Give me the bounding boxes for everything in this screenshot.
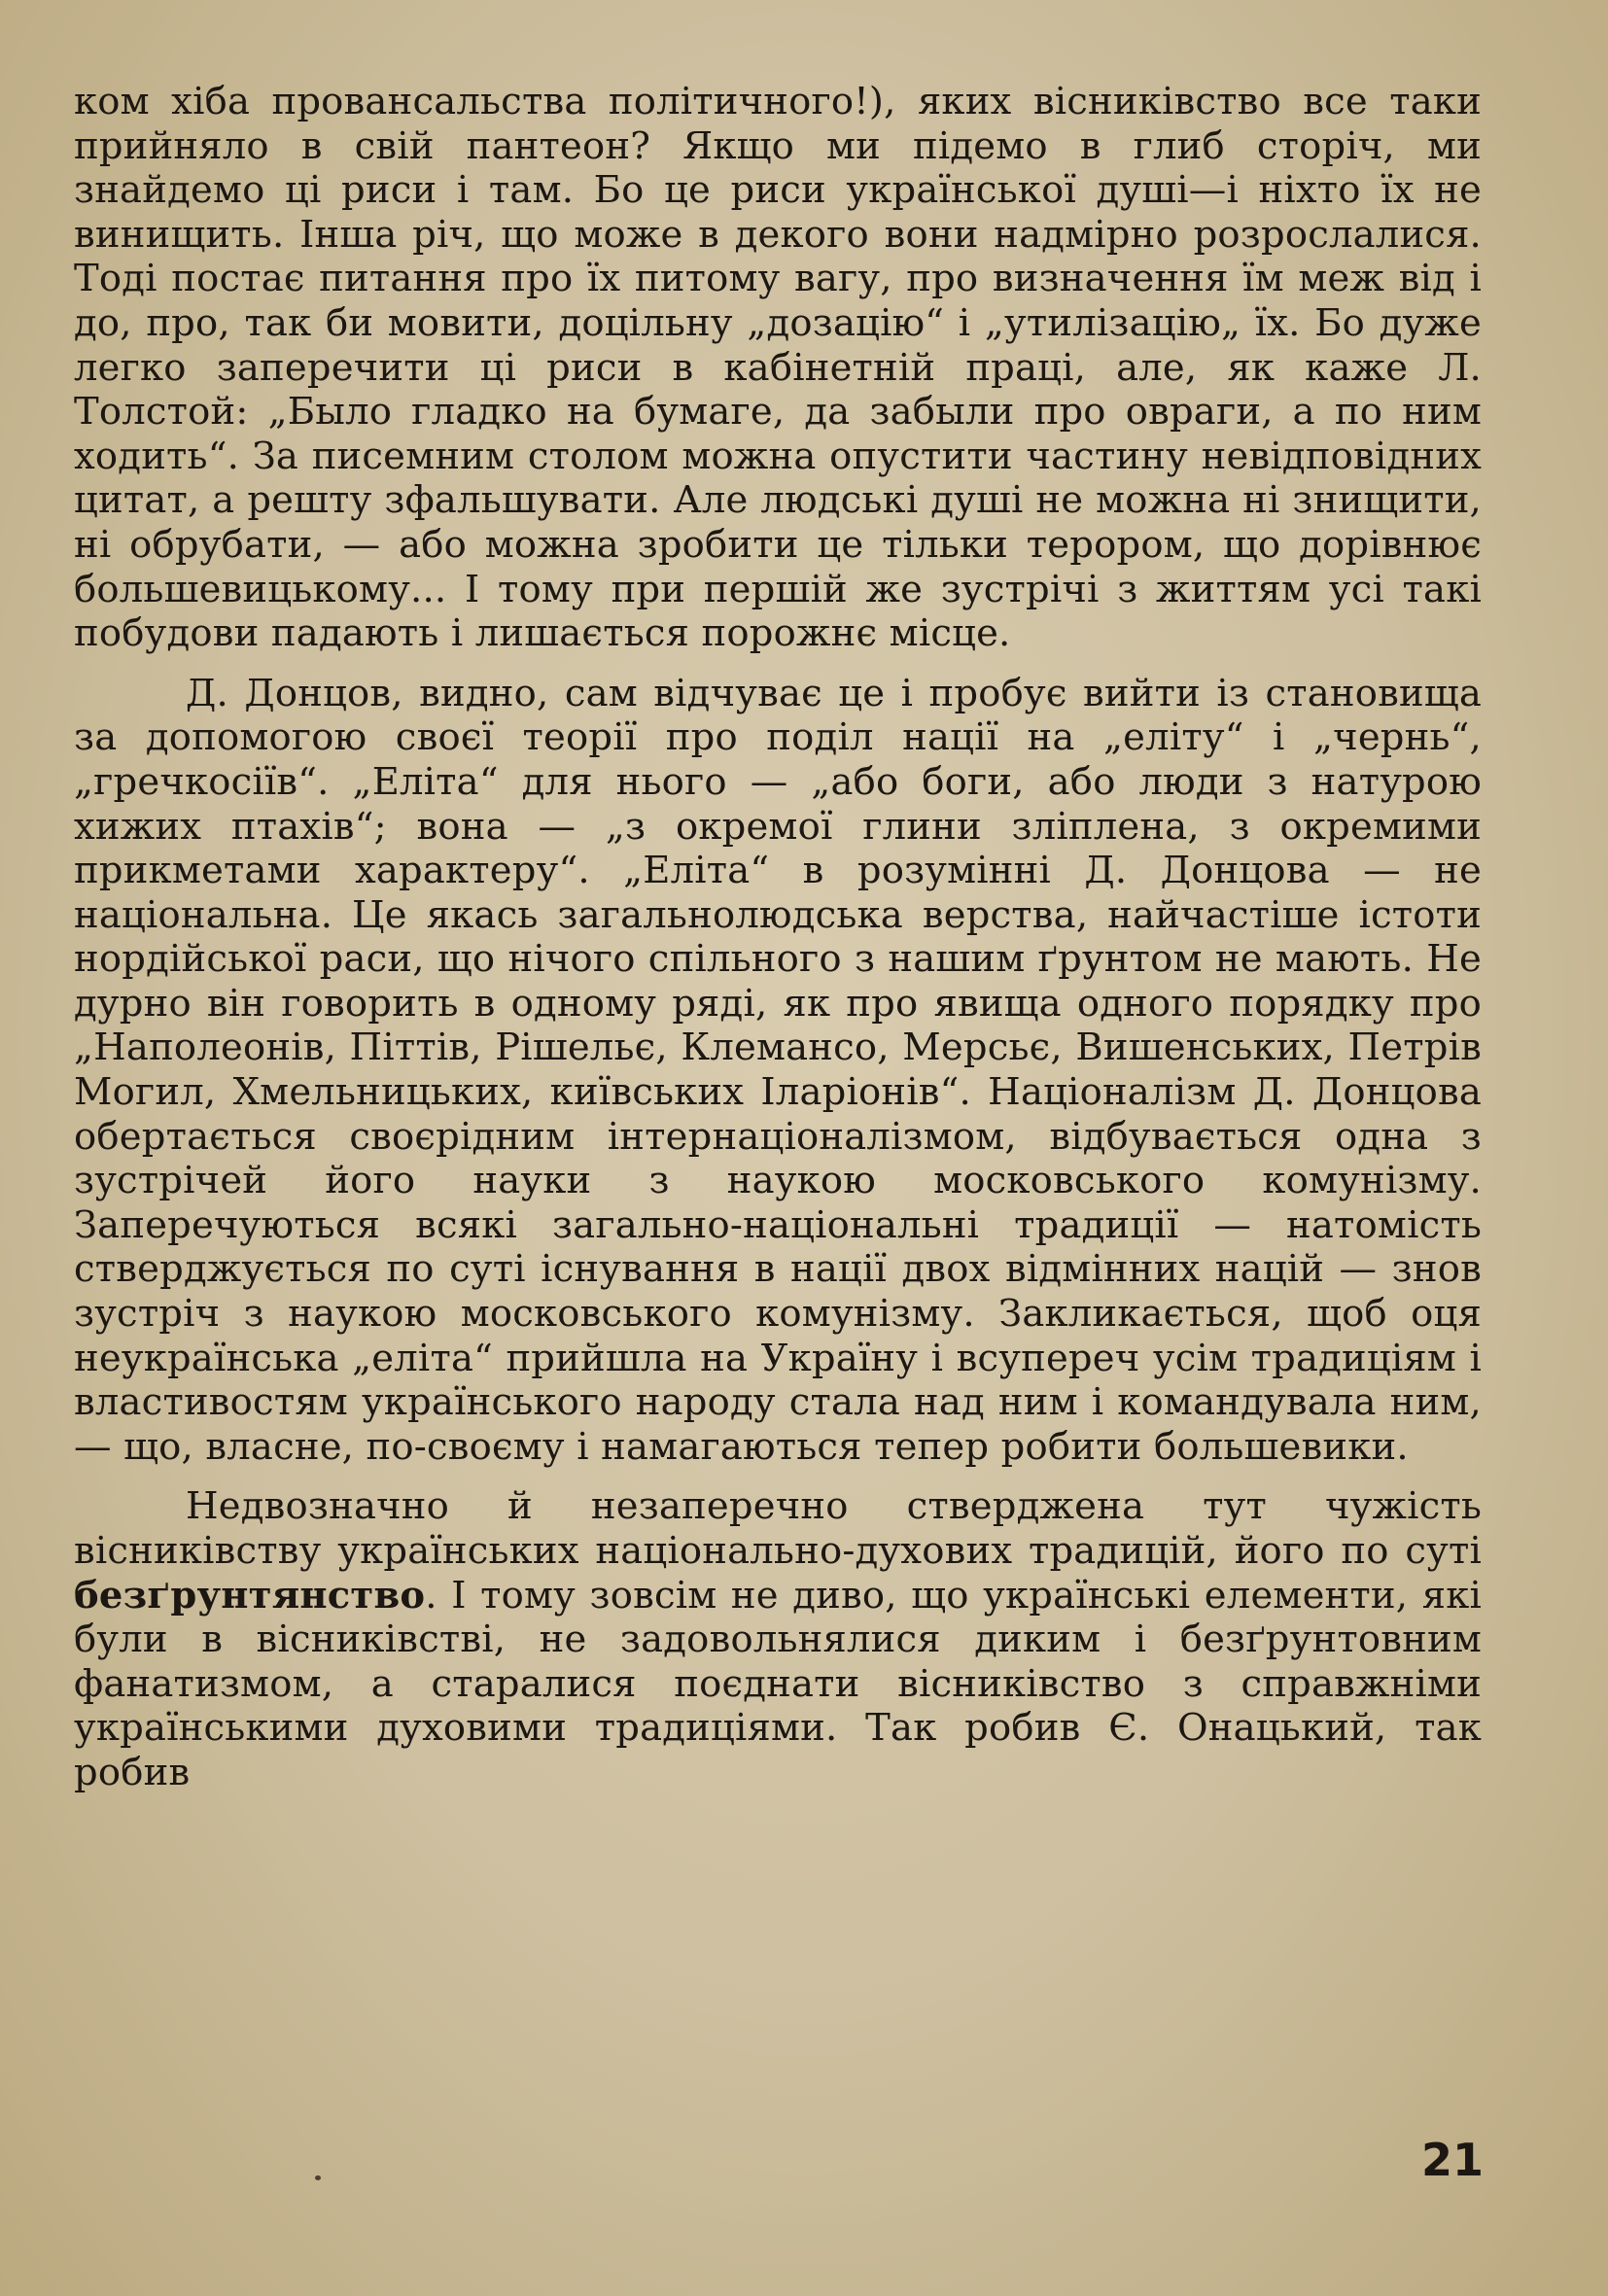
paragraph-3-end: . І тому зовсім не диво, що українські елементи, які були в вісниківстві, не задовольнялися диким і безґрунтовним фанатизмом, а старалися поєднати вісниківство з справжніми українськими духовими традиціями. Так робив Є. Онацький, так робив xyxy=(74,1573,1482,1794)
paragraph-3-start: Недвозначно й незаперечно стверджена тут чужість вісниківству українських національно-духових традицій, його по суті xyxy=(74,1484,1482,1573)
paragraph-1: ком хіба провансальства політичного!), яких вісниківство все таки прийняло в свій пантеон? Якщо ми підемо в глиб сторіч, ми знайдемо ці риси і там. Бо це риси української душі—і ніхто їх не винищить. Інша річ, що може в декого вони надмірно розрослалися. Тоді постає питання про їх питому вагу, про визначення їм меж від і до, про, так би мовити, доцільну „дозацію“ і „утилізацію„ їх. Бо дуже легко заперечити ці риси в кабінетній праці, але, як каже Л. Толстой: „Было гладко на бумаге, да забыли про овраги, а по ним ходить“. За писемним столом можна опустити частину невідповідних цитат, а решту зфальшувати. Але людські душі не можна ні знищити, ні обрубати, — або можна зробити це тільки терором, що дорівнює большевицькому... І тому при першій же зустрічі з життям усі такі побудови падають і лишається порожнє місце. xyxy=(74,80,1482,656)
body-text xyxy=(74,80,1482,1795)
page-number: 21 xyxy=(1420,2134,1484,2186)
paper-speck xyxy=(315,2175,321,2180)
emphasized-term: безґрунтянство xyxy=(74,1573,426,1618)
paragraph-2: Д. Донцов, видно, сам відчуває це і пробує вийти із становища за допомогою своєї теорії про поділ нації на „еліту“ і „чернь“, „гречкосіїв“. „Еліта“ для нього — „або боги, або люди з натурою хижих птахів“; вона — „з окремої глини зліплена, з окремими прикметами характеру“. „Еліта“ в розумінні Д. Донцова — не національна. Це якась загальнолюдська верства, найчастіше істоти нордійської раси, що нічого спільного з нашим ґрунтом не мають. Не дурно він говорить в одному ряді, як про явища одного порядку про „Наполеонів, Піттів, Рішельє, Клемансо, Мерсьє, Вишенських, Петрів Могил, Хмельницьких, київських Іларіонів“. Націоналізм Д. Донцова обертається своєрідним інтернаціоналізмом, відбувається одна з зустрічей його науки з наукою московського комунізму. Заперечуються всякі загально-національні традиції — натомість стверджується по суті існування в нації двох відмінних націй — знов зустріч з наукою московського комунізму. Закликається, щоб оця неукраїнська „еліта“ прийшла на Україну і всупереч усім традиціям і властивостям українського народу стала над ним і командувала ним, — що, власне, по-своєму і намагаються тепер робити большевики. xyxy=(74,671,1482,1469)
paragraph-3 xyxy=(74,1484,1482,1794)
